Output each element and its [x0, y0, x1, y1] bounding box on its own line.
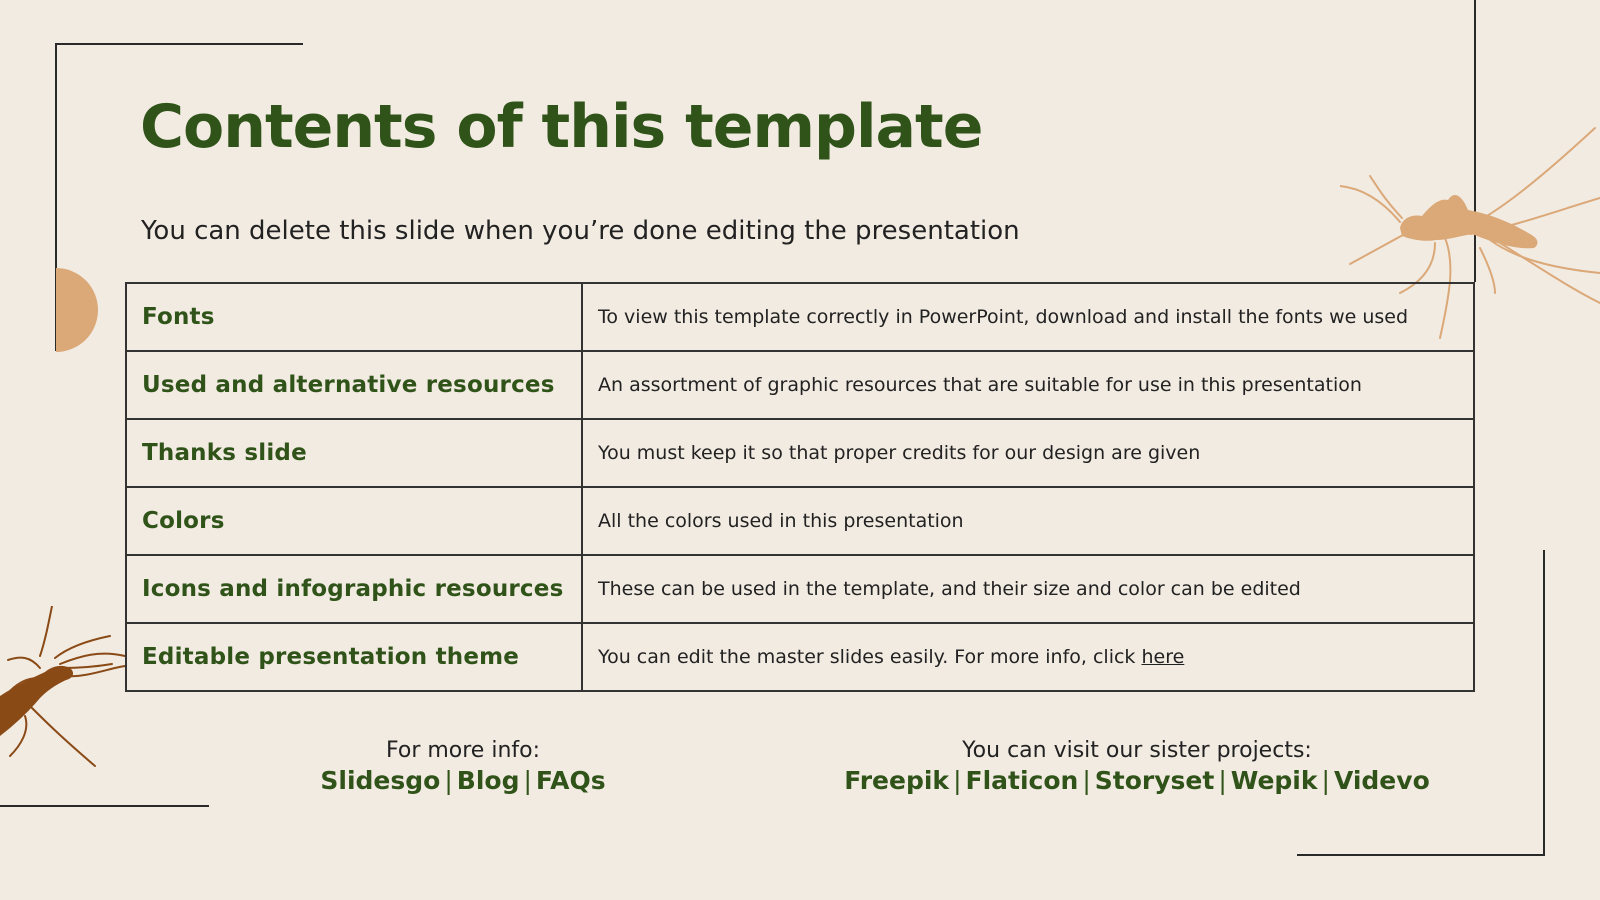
- table-row: [126, 419, 1474, 487]
- page-subtitle: You can delete this slide when you’re done editing the presentation: [141, 216, 1020, 246]
- footer-sister-projects-links: [822, 765, 1452, 797]
- storyset-link[interactable]: Storyset: [1094, 766, 1215, 795]
- row-name: Fonts: [126, 283, 582, 351]
- table-row: [126, 487, 1474, 555]
- frame-line-bottom-left-horizontal: [0, 805, 209, 807]
- frame-line-top-left-horizontal: [55, 43, 303, 45]
- footer-sister-projects: [822, 737, 1452, 797]
- row-name: Thanks slide: [126, 419, 582, 487]
- here-link[interactable]: here: [1141, 646, 1185, 668]
- link-separator: |: [1321, 766, 1330, 795]
- slidesgo-link[interactable]: Slidesgo: [320, 766, 441, 795]
- videvo-link[interactable]: Videvo: [1333, 766, 1430, 795]
- frame-line-bottom-right-horizontal: [1297, 854, 1545, 856]
- blog-link[interactable]: Blog: [456, 766, 520, 795]
- link-separator: |: [1218, 766, 1227, 795]
- link-separator: |: [523, 766, 532, 795]
- flaticon-link[interactable]: Flaticon: [965, 766, 1079, 795]
- row-description: An assortment of graphic resources that are suitable for use in this presentation: [582, 351, 1474, 419]
- link-separator: |: [953, 766, 962, 795]
- row-description: You must keep it so that proper credits for our design are given: [582, 419, 1474, 487]
- footer-more-info-caption: For more info:: [385, 738, 541, 763]
- row-description: To view this template correctly in PowerPoint, download and install the fonts we used: [582, 283, 1474, 351]
- freepik-link[interactable]: Freepik: [844, 766, 950, 795]
- row-description-text: You can edit the master slides easily. For more info, click: [598, 646, 1142, 668]
- table-row: [126, 555, 1474, 623]
- row-name: Colors: [126, 487, 582, 555]
- frame-line-bottom-right-vertical: [1543, 550, 1545, 856]
- mosquito-bottom-left-icon: [0, 606, 130, 781]
- row-name: Icons and infographic resources: [126, 555, 582, 623]
- row-name: Used and alternative resources: [126, 351, 582, 419]
- link-separator: |: [1082, 766, 1091, 795]
- footer-more-info: [303, 737, 623, 797]
- table-row: [126, 623, 1474, 691]
- faqs-link[interactable]: FAQs: [535, 766, 606, 795]
- link-separator: |: [444, 766, 453, 795]
- row-description: [582, 623, 1474, 691]
- footer-sister-projects-caption: You can visit our sister projects:: [962, 738, 1312, 763]
- table-row: [126, 351, 1474, 419]
- page-title: Contents of this template: [140, 92, 983, 162]
- row-name: Editable presentation theme: [126, 623, 582, 691]
- row-description: These can be used in the template, and their size and color can be edited: [582, 555, 1474, 623]
- row-description: All the colors used in this presentation: [582, 487, 1474, 555]
- half-circle-accent: [56, 268, 98, 352]
- footer-more-info-links: [303, 765, 623, 797]
- wepik-link[interactable]: Wepik: [1230, 766, 1318, 795]
- table-row: [126, 283, 1474, 351]
- contents-table: [125, 282, 1475, 692]
